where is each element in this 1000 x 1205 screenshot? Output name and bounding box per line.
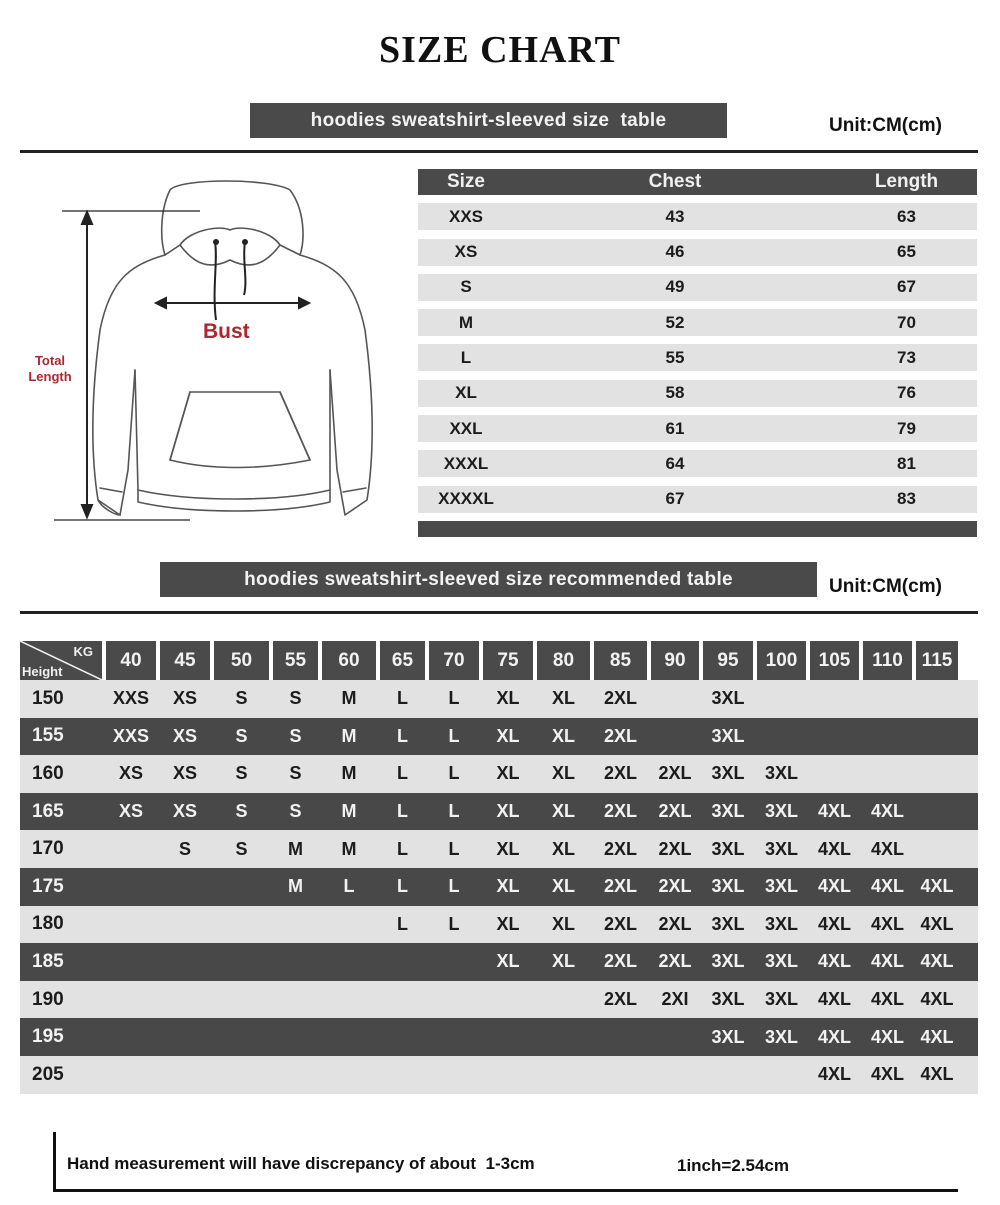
recommended-size-cell: S: [235, 838, 248, 859]
recommended-size-cell: 2XL: [603, 951, 637, 972]
size-cell: XXXXL: [438, 489, 494, 509]
chest-cell: 49: [665, 277, 685, 297]
recommended-table-row: [20, 680, 978, 718]
recommended-table-row: [20, 906, 978, 944]
recommended-size-cell: L: [397, 913, 408, 934]
chest-cell: 67: [665, 489, 685, 509]
recommended-size-cell: XL: [496, 688, 520, 709]
recommended-size-cell: M: [341, 725, 357, 746]
height-cell: 160: [32, 762, 64, 784]
weight-header-cell: 115: [916, 641, 958, 680]
recommended-size-cell: 4XL: [817, 989, 851, 1010]
recommended-size-cell: L: [448, 876, 460, 897]
recommended-table-row: [20, 1056, 978, 1094]
recommended-size-cell: 3XL: [711, 876, 745, 897]
weight-header-cell: 65: [380, 641, 425, 680]
weight-header-cell: 105: [810, 641, 859, 680]
recommended-table-row: [20, 943, 978, 981]
recommended-size-cell: 2XL: [603, 838, 637, 859]
recommended-size-cell: S: [289, 725, 302, 746]
size-table-row: [418, 486, 977, 513]
recommended-size-cell: XXS: [112, 688, 150, 709]
length-cell: 76: [897, 383, 916, 403]
recommended-size-cell: 4XL: [817, 801, 851, 822]
recommended-size-cell: 3XL: [711, 801, 745, 822]
recommended-size-cell: L: [397, 725, 408, 746]
recommended-size-cell: 3XL: [764, 989, 798, 1010]
recommended-size-cell: 3XL: [711, 725, 745, 746]
chest-cell: 58: [665, 383, 685, 403]
corner-kg-label: KG: [73, 644, 93, 659]
recommended-size-cell: 2XL: [658, 838, 692, 859]
recommended-size-cell: 2XL: [603, 913, 637, 934]
recommended-size-cell: XL: [496, 725, 520, 746]
recommended-size-cell: XS: [118, 763, 143, 784]
chest-cell: 52: [665, 312, 685, 332]
recommended-size-cell: 4XL: [870, 951, 904, 972]
recommended-size-cell: XL: [551, 838, 575, 859]
bust-label: Bust: [203, 320, 250, 343]
height-cell: 150: [32, 687, 64, 709]
recommended-size-cell: M: [288, 876, 303, 897]
recommended-size-cell: 4XL: [817, 876, 851, 897]
recommended-size-cell: S: [289, 801, 302, 822]
chest-header: Chest: [648, 171, 702, 192]
recommended-size-cell: L: [397, 763, 408, 784]
size-cell: XL: [455, 383, 477, 403]
recommended-table-banner-text: hoodies sweatshirt-sleeved size recommended table: [244, 568, 733, 590]
recommended-size-cell: 4XL: [870, 876, 904, 897]
recommended-size-cell: S: [235, 688, 248, 709]
height-cell: 190: [32, 988, 64, 1010]
weight-header-cell: 50: [214, 641, 269, 680]
chest-cell: 61: [665, 418, 685, 438]
recommended-size-cell: 3XL: [711, 989, 745, 1010]
recommended-table-header: [20, 641, 978, 680]
size-cell: S: [460, 277, 472, 297]
recommended-size-cell: 3XL: [711, 913, 745, 934]
recommended-size-cell: 3XL: [711, 688, 745, 709]
size-cell: L: [460, 347, 472, 367]
weight-header-cell: 90: [651, 641, 699, 680]
height-cell: 180: [32, 913, 64, 935]
recommended-size-cell: M: [288, 838, 303, 859]
recommended-size-cell: 2XL: [658, 951, 692, 972]
size-table-banner: [250, 103, 727, 138]
height-cell: 175: [32, 875, 64, 897]
recommended-table-banner: [160, 562, 817, 597]
length-cell: 81: [897, 453, 916, 473]
size-table-banner-text: hoodies sweatshirt-sleeved size table: [310, 109, 667, 131]
chest-cell: 64: [665, 453, 685, 473]
recommended-size-cell: L: [343, 876, 355, 897]
size-cell: M: [458, 312, 474, 332]
recommended-table-row: [20, 830, 978, 868]
weight-header-cell: 55: [273, 641, 318, 680]
recommended-size-cell: 3XL: [711, 763, 745, 784]
size-table: [418, 169, 977, 537]
length-cell: 79: [897, 418, 916, 438]
weight-header-cell: 45: [160, 641, 210, 680]
corner-cell: [20, 641, 102, 680]
height-cell: 195: [32, 1026, 64, 1048]
recommended-size-cell: S: [235, 801, 248, 822]
recommended-size-cell: XL: [551, 876, 575, 897]
recommended-size-cell: 2XL: [658, 763, 692, 784]
recommended-size-cell: 4XL: [920, 876, 954, 897]
chest-cell: 43: [665, 206, 685, 226]
weight-header-cell: 40: [106, 641, 156, 680]
recommended-size-cell: 3XL: [764, 913, 798, 934]
recommended-size-cell: 3XL: [764, 838, 798, 859]
weight-header-cell: 110: [863, 641, 912, 680]
recommended-size-cell: 4XL: [817, 1026, 851, 1047]
recommended-size-cell: S: [289, 688, 302, 709]
length-cell: 65: [897, 242, 916, 262]
recommended-size-cell: XXS: [112, 725, 150, 746]
recommended-size-cell: 4XL: [870, 913, 904, 934]
recommended-size-cell: 4XL: [920, 1064, 954, 1085]
size-table-row: [418, 274, 977, 301]
recommended-size-cell: 4XL: [920, 1026, 954, 1047]
height-cell: 185: [32, 950, 64, 972]
recommended-size-cell: 4XL: [817, 951, 851, 972]
size-table-row: [418, 344, 977, 371]
weight-header-cell: 70: [429, 641, 479, 680]
recommended-size-cell: M: [341, 688, 357, 709]
recommended-size-cell: 4XL: [920, 913, 954, 934]
recommended-size-cell: 3XL: [711, 1026, 745, 1047]
size-table-unit: Unit:CM(cm): [829, 115, 942, 136]
height-cell: 165: [32, 800, 64, 822]
measurement-note: Hand measurement will have discrepancy of about 1-3cm: [67, 1154, 535, 1173]
height-cell: 170: [32, 838, 64, 860]
recommended-size-cell: XS: [172, 688, 197, 709]
recommended-size-cell: XL: [551, 913, 575, 934]
recommended-size-cell: 2XL: [658, 913, 692, 934]
note-bottom-bar: [53, 1189, 958, 1192]
recommended-size-cell: XL: [551, 688, 575, 709]
recommended-size-cell: XS: [172, 801, 197, 822]
recommended-size-cell: 2XL: [603, 801, 637, 822]
recommended-size-cell: 3XL: [764, 801, 798, 822]
weight-header-cell: 95: [703, 641, 753, 680]
size-table-row: [418, 450, 977, 477]
size-table-row: [418, 309, 977, 336]
recommended-size-cell: L: [448, 688, 460, 709]
note-left-bar: [53, 1132, 56, 1192]
size-table-divider: [20, 150, 978, 153]
recommended-table-unit: Unit:CM(cm): [829, 576, 942, 597]
corner-height-label: Height: [22, 664, 63, 679]
recommended-size-cell: S: [235, 725, 248, 746]
recommended-size-cell: 3XL: [764, 1026, 798, 1047]
recommended-size-cell: L: [448, 801, 460, 822]
recommended-table-row: [20, 1018, 978, 1056]
recommended-size-cell: 4XL: [920, 951, 954, 972]
recommended-size-cell: S: [289, 763, 302, 784]
recommended-size-cell: 4XL: [870, 989, 904, 1010]
chest-cell: 46: [665, 242, 685, 262]
recommended-size-cell: XL: [496, 913, 520, 934]
recommended-size-cell: XL: [496, 763, 520, 784]
recommended-size-cell: 3XL: [764, 763, 798, 784]
height-cell: 155: [32, 725, 64, 747]
weight-header-cell: 75: [483, 641, 533, 680]
recommended-size-cell: L: [448, 838, 460, 859]
recommended-size-cell: L: [397, 838, 408, 859]
recommended-table-row: [20, 718, 978, 756]
recommended-size-cell: 3XL: [711, 838, 745, 859]
recommended-size-cell: XL: [496, 838, 520, 859]
recommended-size-cell: S: [235, 763, 248, 784]
recommended-size-cell: L: [397, 876, 408, 897]
total-length-label: Total Length: [28, 353, 72, 384]
recommended-size-cell: 4XL: [817, 838, 851, 859]
recommended-size-cell: 2XL: [603, 725, 637, 746]
recommended-size-cell: XL: [551, 725, 575, 746]
size-table-row: [418, 239, 977, 266]
recommended-size-cell: M: [341, 838, 357, 859]
recommended-size-cell: 4XL: [817, 913, 851, 934]
recommended-table: [20, 641, 978, 1094]
recommended-size-cell: XS: [118, 801, 143, 822]
recommended-size-cell: 4XL: [870, 1026, 904, 1047]
recommended-size-cell: L: [448, 913, 460, 934]
recommended-size-cell: L: [448, 763, 460, 784]
recommended-size-cell: M: [341, 763, 357, 784]
recommended-size-cell: XL: [551, 951, 575, 972]
size-table-row: [418, 380, 977, 407]
recommended-size-cell: 2XL: [603, 688, 637, 709]
recommended-size-cell: L: [448, 725, 460, 746]
recommended-size-cell: 3XL: [764, 951, 798, 972]
size-header: Size: [446, 171, 486, 192]
recommended-size-cell: XL: [551, 763, 575, 784]
size-table-footer-bar: [418, 521, 977, 537]
recommended-size-cell: L: [397, 801, 408, 822]
recommended-size-cell: 2XL: [603, 763, 637, 784]
recommended-size-cell: XL: [496, 876, 520, 897]
weight-header-cell: 80: [537, 641, 590, 680]
page-title: SIZE CHART: [378, 29, 621, 71]
recommended-size-cell: 2XL: [603, 876, 637, 897]
recommended-size-cell: 4XL: [870, 838, 904, 859]
size-table-row: [418, 415, 977, 442]
recommended-size-cell: XL: [551, 801, 575, 822]
weight-header-cell: 100: [757, 641, 806, 680]
length-cell: 63: [897, 206, 916, 226]
weight-header-cell: 60: [322, 641, 376, 680]
recommended-size-cell: 2XI: [661, 989, 689, 1010]
recommended-size-cell: 3XL: [764, 876, 798, 897]
recommended-size-cell: 4XL: [817, 1064, 851, 1085]
inch-conversion: 1inch=2.54cm: [677, 1156, 789, 1175]
length-cell: 83: [897, 489, 916, 509]
size-cell: XXL: [449, 418, 483, 438]
length-cell: 67: [897, 277, 916, 297]
recommended-size-cell: XS: [172, 763, 197, 784]
recommended-table-row: [20, 755, 978, 793]
size-table-header: [418, 169, 977, 195]
recommended-size-cell: XL: [496, 951, 520, 972]
recommended-size-cell: 4XL: [920, 989, 954, 1010]
recommended-table-row: [20, 793, 978, 831]
footer-note-box: [53, 1132, 958, 1194]
recommended-table-divider: [20, 611, 978, 614]
recommended-size-cell: 4XL: [870, 1064, 904, 1085]
chest-cell: 55: [665, 347, 685, 367]
recommended-size-cell: L: [397, 688, 408, 709]
recommended-size-cell: 3XL: [711, 951, 745, 972]
height-cell: 205: [32, 1063, 64, 1085]
recommended-size-cell: 2XL: [603, 989, 637, 1010]
recommended-size-cell: M: [341, 801, 357, 822]
recommended-size-cell: S: [178, 838, 191, 859]
size-cell: XS: [454, 242, 478, 262]
recommended-size-cell: XL: [496, 801, 520, 822]
size-cell: XXS: [448, 206, 484, 226]
recommended-size-cell: 4XL: [870, 801, 904, 822]
size-cell: XXXL: [443, 453, 489, 473]
length-header: Length: [874, 171, 939, 192]
length-cell: 70: [897, 312, 916, 332]
recommended-table-row: [20, 868, 978, 906]
length-cell: 73: [897, 347, 916, 367]
recommended-size-cell: 2XL: [658, 801, 692, 822]
size-table-row: [418, 203, 977, 230]
weight-header-cell: 85: [594, 641, 647, 680]
recommended-table-row: [20, 981, 978, 1019]
recommended-size-cell: XS: [172, 725, 197, 746]
recommended-size-cell: 2XL: [658, 876, 692, 897]
